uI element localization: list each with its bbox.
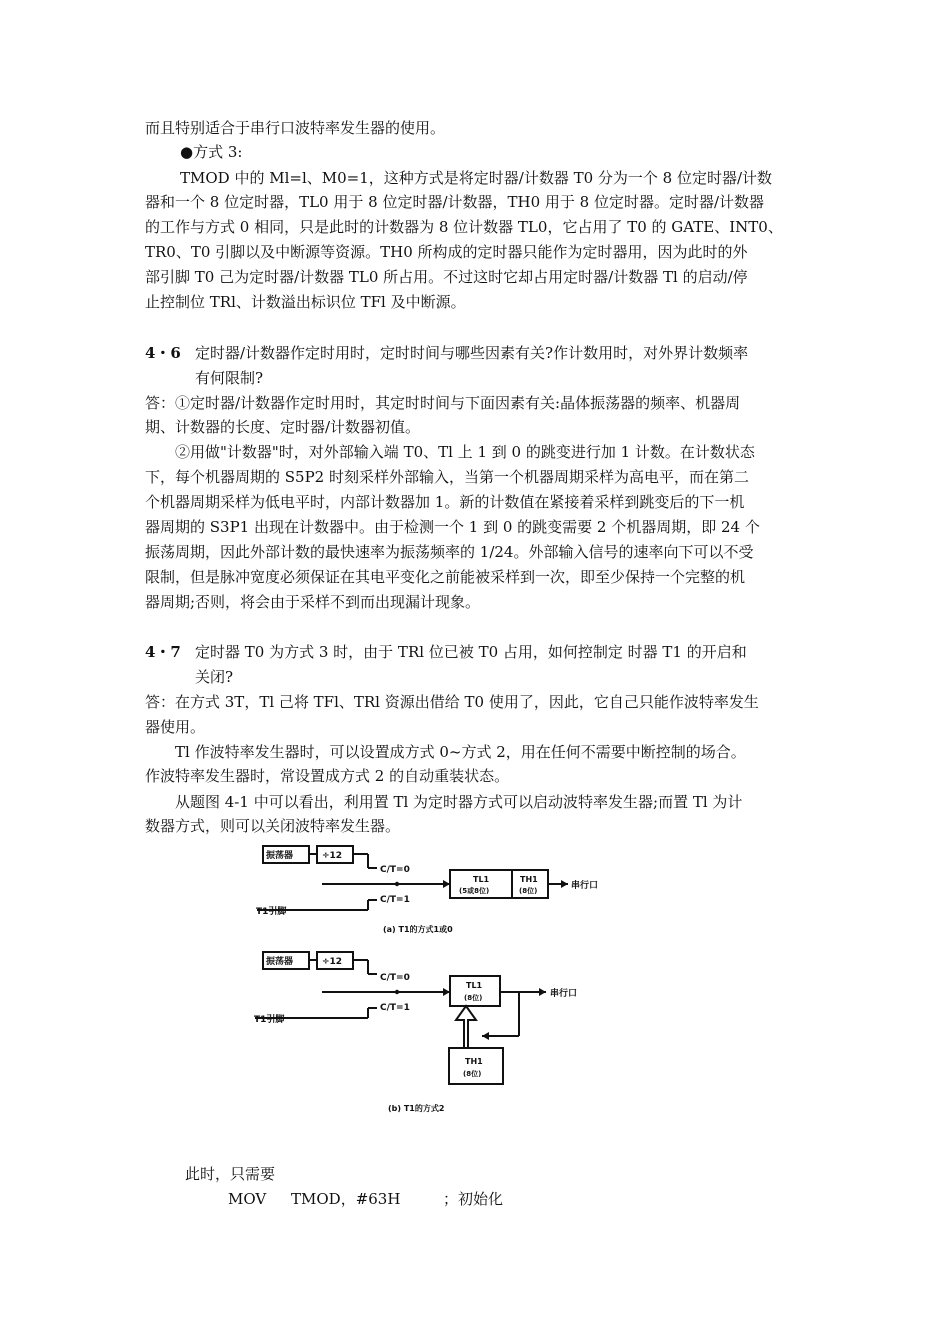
answer-line: 限制，但是脉冲宽度必须保证在其电平变化之前能被采样到一次，即至少保持一个完整的机 [145, 568, 746, 586]
ct0-label-b: C/T=0 [380, 973, 410, 983]
paragraph-line: TR0、T0 引脚以及中断源等资源。TH0 所构成的定时器只能作为定时器用，因为此时的外 [145, 243, 748, 261]
answer-line: 振荡周期，因此外部计数的最快速率为振荡频率的 1/24。外部输入信号的速率向下可以不受 [145, 543, 754, 561]
paragraph-line: 的工作与方式 0 相同，只是此时的计数器为 8 位计数器 TL0，它占用了 T0 的 GATE、INT0、 [145, 218, 783, 236]
answer-line: 器周期;否则，将会由于采样不到而出现漏计现象。 [145, 593, 481, 611]
ct1-label-b: C/T=1 [380, 1003, 410, 1013]
osc-label-b: 振荡器 [266, 957, 294, 967]
question-number: 4・6 [145, 344, 181, 362]
paragraph-line: 器和一个 8 位定时器，TL0 用于 8 位定时器/计数器，TH0 用于 8 位定时器。定时器/计数器 [145, 193, 765, 211]
code-args: TMOD，#63H [291, 1190, 401, 1208]
answer-line: 器使用。 [145, 718, 206, 736]
osc-label-a: 振荡器 [266, 851, 294, 861]
caption-b: (b) T1的方式2 [388, 1104, 445, 1113]
code-comment: ；初始化 [443, 1190, 504, 1208]
answer-line: 作波特率发生器时，常设置成方式 2 的自动重装状态。 [145, 767, 510, 785]
answer-line: 从题图 4-1 中可以看出，利用置 Tl 为定时器方式可以启动波特率发生器;而置 Tl 为计 [175, 793, 743, 811]
paragraph-line: 部引脚 T0 己为定时器/计数器 TL0 所占用。不过这时它却占用定时器/计数器 Tl 的启动/停 [145, 268, 748, 286]
ct1-label-a: C/T=1 [380, 895, 410, 905]
code-op: MOV [228, 1190, 267, 1208]
th1-label-a: TH1 [520, 875, 538, 884]
question-text: 定时器/计数器作定时用时，定时时间与哪些因素有关?作计数用时，对外界计数频率 [195, 344, 749, 362]
answer-line: 答：在方式 3T，Tl 己将 TFl、TRl 资源出借给 T0 使用了，因此，它自己只能作波特率发生 [145, 693, 759, 711]
pin-label-a: T1引脚 [256, 907, 287, 917]
answer-line: ②用做"计数器"时，对外部输入端 T0、Tl 上 1 到 0 的跳变进行加 1 计数。在计数状态 [175, 443, 755, 461]
question-text: 有何限制? [195, 369, 264, 387]
question-text: 定时器 T0 为方式 3 时，由于 TRl 位已被 T0 占用，如何控制定 时器 T1 的开启和 [195, 643, 747, 661]
bullet-heading: ●方式 3: [180, 143, 243, 161]
caption-a: (a) T1的方式1或0 [383, 925, 453, 934]
th1-label-b: TH1 [465, 1057, 483, 1066]
answer-line: 下，每个机器周期的 S5P2 时刻采样外部输入，当第一个机器周期采样为高电平，而在第二 [145, 468, 749, 486]
tl1-label-a: TL1 [473, 875, 490, 884]
tl1-sub-a: (5或8位) [459, 887, 490, 895]
question-number: 4・7 [145, 643, 181, 661]
answer-line: 数器方式，则可以关闭波特率发生器。 [145, 817, 401, 835]
div-label-b: ÷12 [322, 957, 343, 967]
th1-box-b [449, 1048, 503, 1084]
answer-line: Tl 作波特率发生器时，可以设置成方式 0~方式 2，用在任何不需要中断控制的场合。 [175, 743, 746, 761]
timer-t1-diagram [240, 840, 640, 1130]
th1-sub-b: (8位) [463, 1070, 482, 1078]
tl1-label-b: TL1 [466, 981, 483, 990]
div-label-a: ÷12 [322, 851, 343, 861]
question-text: 关闭? [195, 668, 234, 686]
pin-label-b: T1引脚 [254, 1015, 285, 1025]
out-label-a: 串行口 [571, 881, 599, 891]
paragraph-line: TMOD 中的 Ml=l、M0=1，这种方式是将定时器/计数器 T0 分为一个 8 位定时器/计数 [180, 169, 773, 187]
answer-line: 答：①定时器/计数器作定时用时，其定时时间与下面因素有关:晶体振荡器的频率、机器周 [145, 394, 741, 412]
out-label-b: 串行口 [550, 989, 578, 999]
ct0-label-a: C/T=0 [380, 865, 410, 875]
answer-line: 期、计数器的长度、定时器/计数器初值。 [145, 418, 421, 436]
answer-line: 器周期的 S3P1 出现在计数器中。由于检测一个 1 到 0 的跳变需要 2 个机器周期，即 24 个 [145, 518, 760, 536]
reload-arrow [456, 1006, 476, 1048]
answer-line: 个机器周期采样为低电平时，内部计数器加 1。新的计数值在紧接着采样到跳变后的下一机 [145, 493, 745, 511]
paragraph-line: 止控制位 TRl、计数溢出标识位 TFl 及中断源。 [145, 293, 466, 311]
paragraph-line: 而且特别适合于串行口波特率发生器的使用。 [145, 119, 446, 137]
tl1-sub-b: (8位) [464, 994, 483, 1002]
footer-line: 此时，只需要 [185, 1165, 276, 1183]
th1-sub-a: (8位) [519, 887, 538, 895]
